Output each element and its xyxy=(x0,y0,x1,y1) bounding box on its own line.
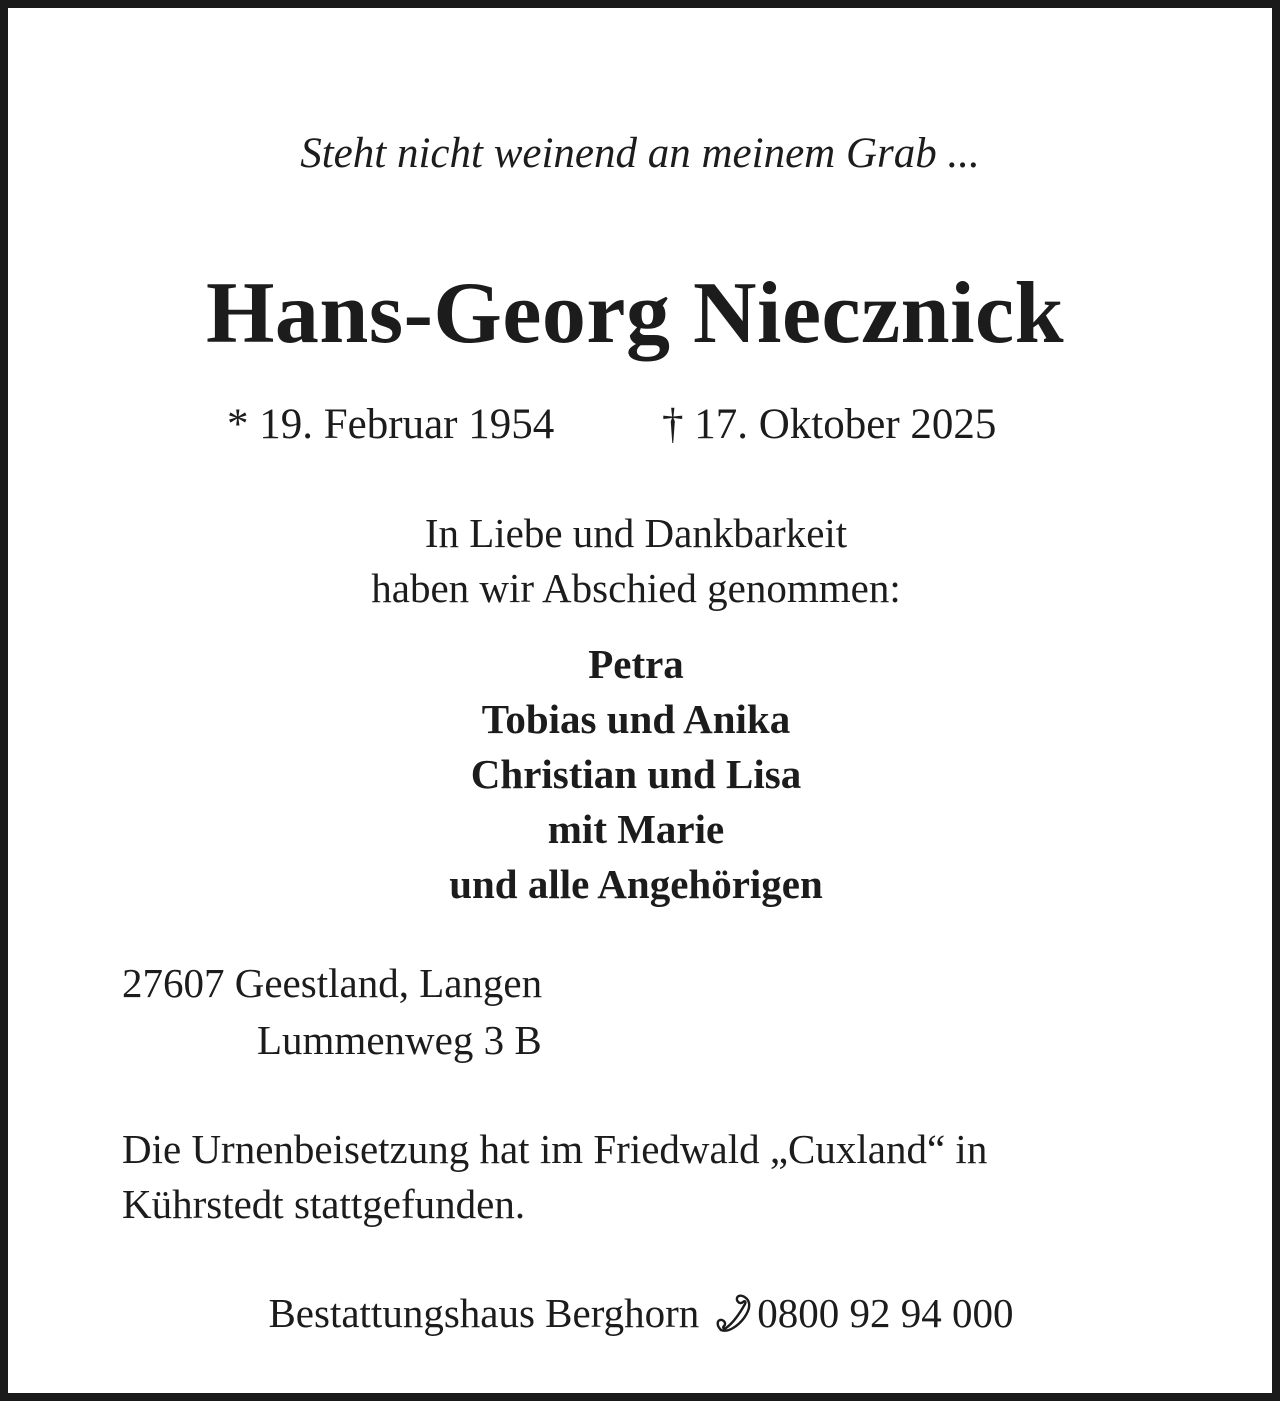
motto: Steht nicht weinend an meinem Grab ... xyxy=(300,130,980,177)
intro-line: haben wir Abschied genommen: xyxy=(371,565,901,611)
address-line: Lummenweg 3 B xyxy=(257,1017,542,1063)
mourner-name: mit Marie xyxy=(547,806,725,852)
phone-icon xyxy=(713,1293,753,1333)
birth-date: * 19. Februar 1954 xyxy=(227,401,555,448)
burial-text: Kührstedt stattgefunden. xyxy=(122,1181,526,1227)
intro-line: In Liebe und Dankbarkeit xyxy=(424,510,848,556)
mourner-name: und alle Angehörigen xyxy=(449,861,823,907)
death-date: † 17. Oktober 2025 xyxy=(662,401,997,448)
phone-number: 0800 92 94 000 xyxy=(757,1290,1014,1336)
address-line: 27607 Geestland, Langen xyxy=(122,960,543,1006)
mourner-name: Christian und Lisa xyxy=(470,751,802,797)
funeral-home-footer xyxy=(8,1290,1274,1336)
funeral-home-name: Bestattungshaus Berghorn xyxy=(268,1290,700,1336)
burial-text: Die Urnenbeisetzung hat im Friedwald „Cuxland“ in xyxy=(122,1126,988,1172)
mourner-name: Petra xyxy=(588,641,684,687)
mourner-name: Tobias und Anika xyxy=(481,696,791,742)
deceased-name: Hans-Georg Niecznick xyxy=(205,265,1065,362)
